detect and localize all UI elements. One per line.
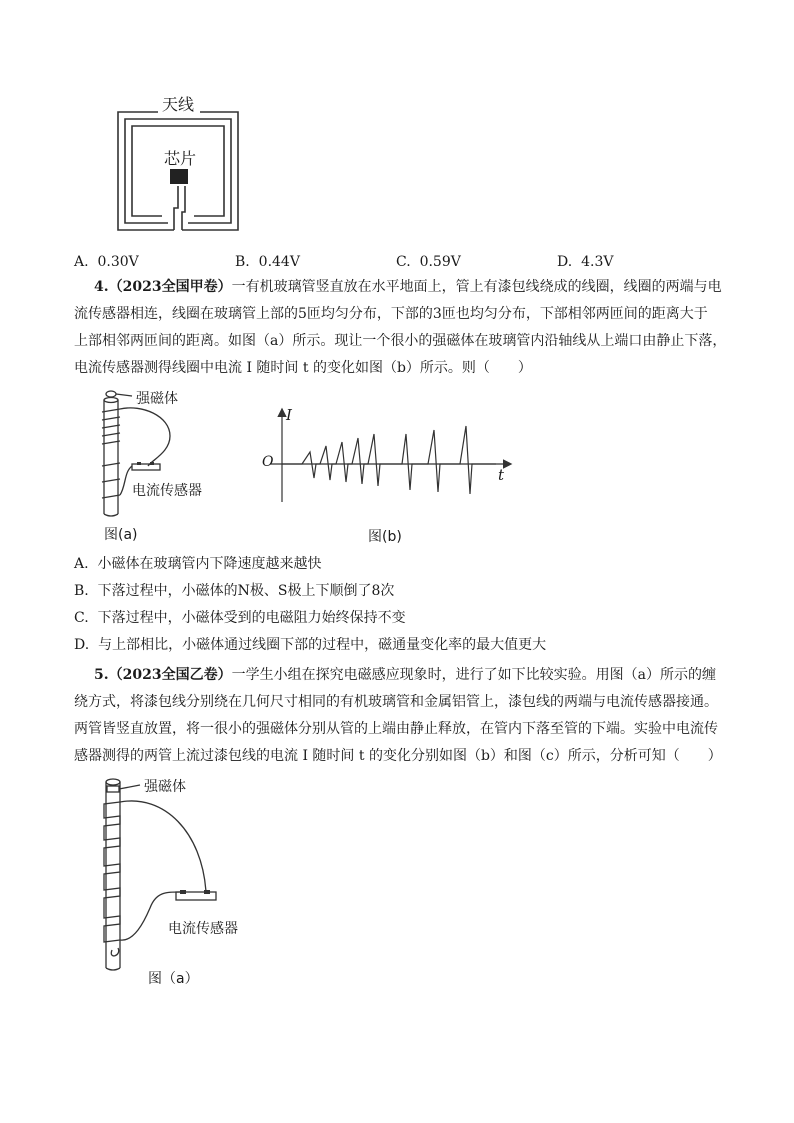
q4-fig-a-caption: 图(a) bbox=[104, 527, 138, 543]
q4-current-time-graph bbox=[256, 404, 526, 504]
q4-stem-line-1: 4.（2023全国甲卷）一有机玻璃管竖直放在水平地面上，管上有漆包线绕成的线圈，线圈的两端与电 bbox=[94, 279, 722, 295]
q5-sensor-label: 电流传感器 bbox=[168, 921, 238, 937]
q5-magnet-label: 强磁体 bbox=[144, 779, 186, 795]
q4-magnet-label: 强磁体 bbox=[136, 391, 178, 407]
q4-option-d: D. 与上部相比，小磁体通过线圈下部的过程中，磁通量变化率的最大值更大 bbox=[74, 637, 547, 653]
q4-fig-b-i-label: I bbox=[286, 406, 292, 424]
antenna-label: 天线 bbox=[162, 95, 195, 114]
q4-number: 4. bbox=[94, 279, 109, 295]
q4-option-a: A. 小磁体在玻璃管内下降速度越来越快 bbox=[74, 556, 322, 572]
q4-fig-b-caption: 图(b) bbox=[368, 529, 402, 545]
chip-label: 芯片 bbox=[162, 146, 198, 169]
q4-sensor-label: 电流传感器 bbox=[132, 483, 202, 499]
q5-stem-line-2: 绕方式，将漆包线分别绕在几何尺寸相同的有机玻璃管和金属铝管上，漆包线的两端与电流传感器接通。 bbox=[74, 694, 718, 710]
q5-stem-line-3: 两管皆竖直放置，将一很小的强磁体分别从管的上端由静止释放，在管内下落至管的下端。实验中电流传 bbox=[74, 721, 718, 737]
q5-stem-line-1: 5.（2023全国乙卷）一学生小组在探究电磁感应现象时，进行了如下比较实验。用图（a）所示的缠 bbox=[94, 667, 716, 683]
q3-option-b: B. 0.44V bbox=[235, 254, 300, 270]
q5-tube-coil-diagram bbox=[94, 772, 254, 988]
q4-option-b: B. 下落过程中，小磁体的N极、S极上下顺倒了8次 bbox=[74, 583, 395, 599]
q4-figure-b bbox=[256, 404, 526, 550]
q3-option-c: C. 0.59V bbox=[396, 254, 461, 270]
q4-fig-b-origin: O bbox=[262, 454, 274, 470]
q4-source: （2023全国甲卷） bbox=[108, 279, 232, 295]
q4-tube-coil-diagram bbox=[92, 386, 232, 546]
q3-option-a: A. 0.30V bbox=[74, 254, 139, 270]
q4-stem-line-4: 电流传感器测得线圈中电流 I 随时间 t 的变化如图（b）所示。则（ ） bbox=[74, 360, 532, 376]
q4-stem-line-3: 上部相邻两匝间的距离。如图（a）所示。现让一个很小的强磁体在玻璃管内沿轴线从上端口由静止下落， bbox=[74, 333, 727, 349]
antenna-figure bbox=[108, 90, 248, 240]
q5-number: 5. bbox=[94, 667, 109, 683]
q4-stem-line-2: 流传感器相连，线圈在玻璃管上部的5匝均匀分布，下部的3匝也均匀分布，下部相邻两匝间的距离大于 bbox=[74, 306, 708, 322]
q5-figure-a bbox=[94, 772, 254, 988]
q5-source: （2023全国乙卷） bbox=[108, 667, 232, 683]
q5-stem-line-4: 感器测得的两管上流过漆包线的电流 I 随时间 t 的变化分别如图（b）和图（c）所示，分析可知（ ） bbox=[74, 748, 722, 764]
q4-option-c: C. 下落过程中，小磁体受到的电磁阻力始终保持不变 bbox=[74, 610, 406, 626]
current-waveform bbox=[282, 426, 496, 494]
q4-figure-a bbox=[92, 386, 232, 546]
q5-fig-a-caption: 图（a） bbox=[148, 971, 199, 987]
q3-option-d: D. 4.3V bbox=[557, 254, 614, 270]
q4-fig-b-t-label: t bbox=[498, 466, 505, 484]
